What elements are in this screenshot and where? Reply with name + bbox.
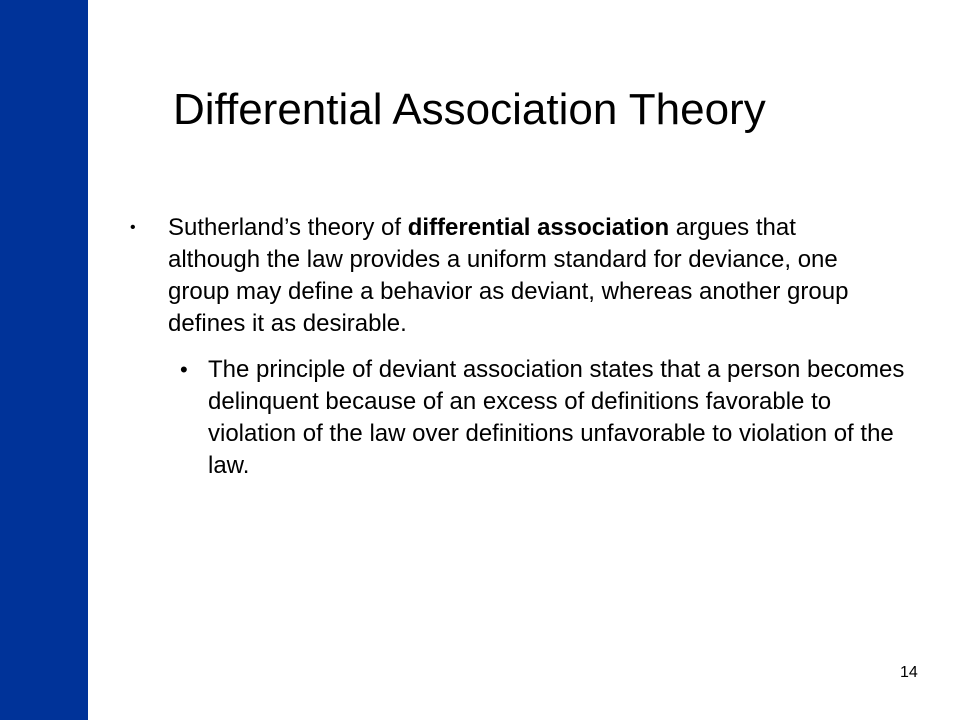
page-number: 14 bbox=[900, 664, 918, 681]
bullet-dot-icon: • bbox=[130, 219, 136, 236]
sub-bullet-text: The principle of deviant association states that a person becomes delinquent because of an excess of definitions favorable to violation of the law over definitions unfavorable to violation of the law. bbox=[208, 356, 905, 479]
slide-content bbox=[130, 212, 920, 482]
bullet-text-prefix: Sutherland’s theory of bbox=[168, 214, 408, 241]
slide-title: Differential Association Theory bbox=[173, 85, 766, 134]
bullet-text bbox=[168, 212, 868, 340]
left-accent-bar bbox=[0, 0, 88, 720]
sub-bullet-dot-icon: • bbox=[180, 357, 188, 382]
sub-bullet-item bbox=[180, 354, 920, 482]
bullet-item bbox=[130, 212, 920, 340]
bullet-text-suffix: argues that although the law provides a uniform standard for deviance, one group may define a behavior as deviant, whereas another group defines it as desirable. bbox=[168, 214, 849, 337]
bullet-bold-term: differential association bbox=[407, 214, 670, 241]
